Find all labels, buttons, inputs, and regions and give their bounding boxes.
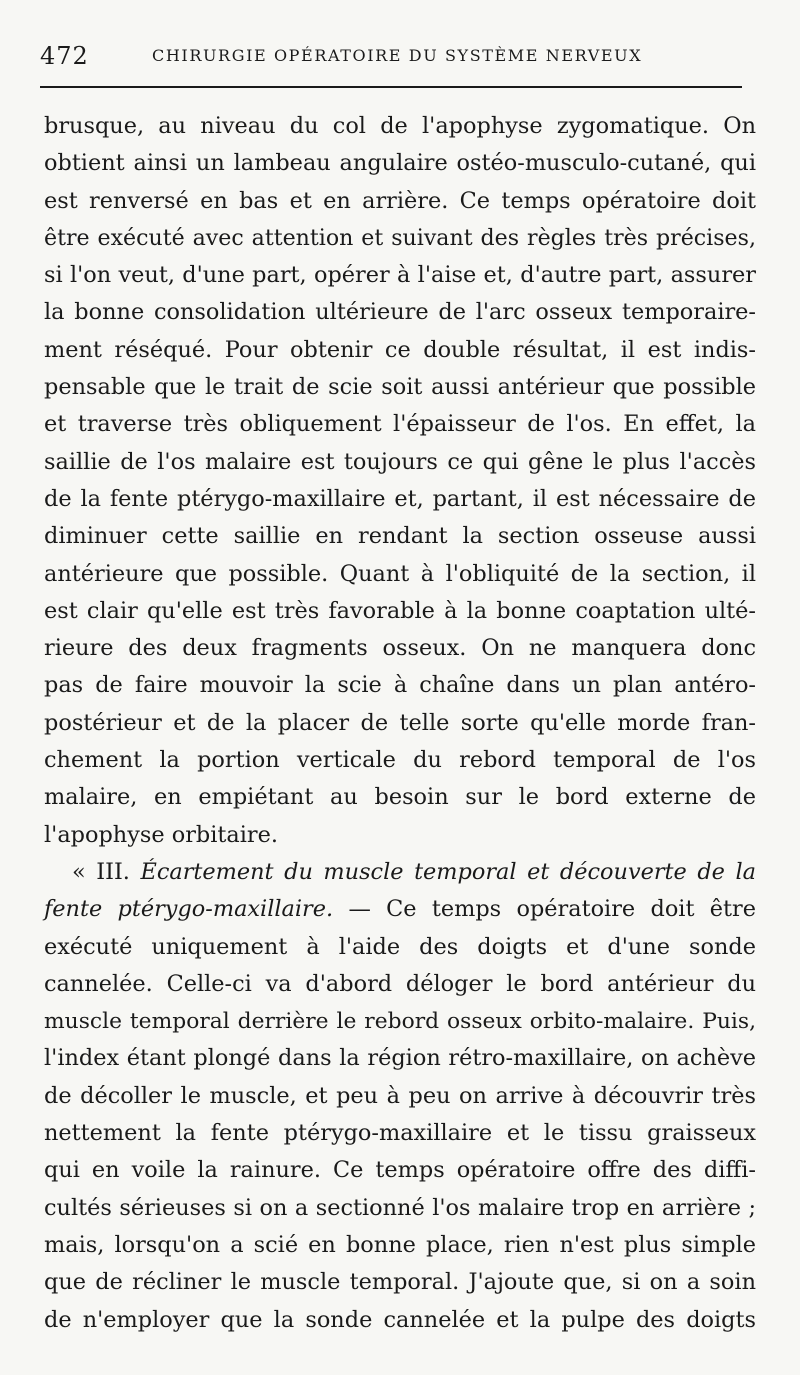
text-line: rieure des deux fragments osseux. On ne manquera donc <box>44 635 756 662</box>
text-line: pensable que le trait de scie soit aussi antérieur que possible <box>44 374 756 401</box>
text-line: de décoller le muscle, et peu à peu on arrive à découvrir très <box>44 1082 756 1109</box>
text-line: est renversé en bas et en arrière. Ce temps opératoire doit <box>44 187 756 214</box>
text-line: être exécuté avec attention et suivant des règles très précises, <box>44 224 756 251</box>
text-line: que de récliner le muscle temporal. J'ajoute que, si on a soin <box>44 1269 756 1296</box>
running-title: CHIRURGIE OPÉRATOIRE DU SYSTÈME NERVEUX <box>152 46 643 65</box>
section-heading-line <box>44 854 756 891</box>
text-line: malaire, en empiétant au besoin sur le bord externe de <box>44 784 756 811</box>
text-line: est clair qu'elle est très favorable à la bonne coaptation ulté- <box>44 597 756 624</box>
text-line: chement la portion verticale du rebord temporal de l'os <box>44 747 756 774</box>
text-line: l'apophyse orbitaire. <box>44 821 278 848</box>
page-header <box>40 38 740 78</box>
text-line: l'index étant plongé dans la région rétro-maxillaire, on achève <box>44 1045 756 1072</box>
text-line: de n'employer que la sonde cannelée et la pulpe des doigts <box>44 1306 756 1333</box>
text-line: ment réséqué. Pour obtenir ce double résultat, il est indis- <box>44 336 756 363</box>
text-line: exécuté uniquement à l'aide des doigts et d'une sonde <box>44 933 756 960</box>
text-line: nettement la fente ptérygo-maxillaire et le tissu graisseux <box>44 1120 756 1147</box>
text-line: postérieur et de la placer de telle sorte qu'elle morde fran- <box>44 709 756 736</box>
text-line: mais, lorsqu'on a scié en bonne place, rien n'est plus simple <box>44 1231 756 1258</box>
text-line: de la fente ptérygo-maxillaire et, partant, il est nécessaire de <box>44 485 756 512</box>
section-number: « III. <box>72 858 130 885</box>
section-heading: Écartement du muscle temporal et découverte de la <box>140 858 757 885</box>
text-line: cultés sérieuses si on a sectionné l'os malaire trop en arrière ; <box>44 1194 756 1221</box>
text-line: antérieure que possible. Quant à l'obliquité de la section, il <box>44 560 756 587</box>
text-line: saillie de l'os malaire est toujours ce qui gêne le plus l'accès <box>44 448 756 475</box>
text-line: diminuer cette saillie en rendant la section osseuse aussi <box>44 523 756 550</box>
text-line: muscle temporal derrière le rebord osseux orbito-malaire. Puis, <box>44 1009 756 1035</box>
header-rule <box>40 86 742 88</box>
text-line: pas de faire mouvoir la scie à chaîne dans un plan antéro- <box>44 672 756 699</box>
section-lead-text: — Ce temps opératoire doit être <box>348 896 756 923</box>
text-line: cannelée. Celle-ci va d'abord déloger le bord antérieur du <box>44 970 756 997</box>
text-line: brusque, au niveau du col de l'apophyse zygomatique. On <box>44 113 756 139</box>
text-line: obtient ainsi un lambeau angulaire ostéo-musculo-cutané, qui <box>44 150 756 177</box>
text-line: si l'on veut, d'une part, opérer à l'aise et, d'autre part, assurer <box>44 262 756 289</box>
page-number: 472 <box>40 42 89 70</box>
text-line: et traverse très obliquement l'épaisseur de l'os. En effet, la <box>44 411 756 438</box>
section-heading-line <box>44 891 756 928</box>
text-line: qui en voile la rainure. Ce temps opératoire offre des diffi- <box>44 1157 756 1184</box>
text-line: la bonne consolidation ultérieure de l'arc osseux temporaire- <box>44 299 756 326</box>
section-heading-continued: fente ptérygo-maxillaire. <box>44 896 334 923</box>
body-text <box>44 108 756 1339</box>
